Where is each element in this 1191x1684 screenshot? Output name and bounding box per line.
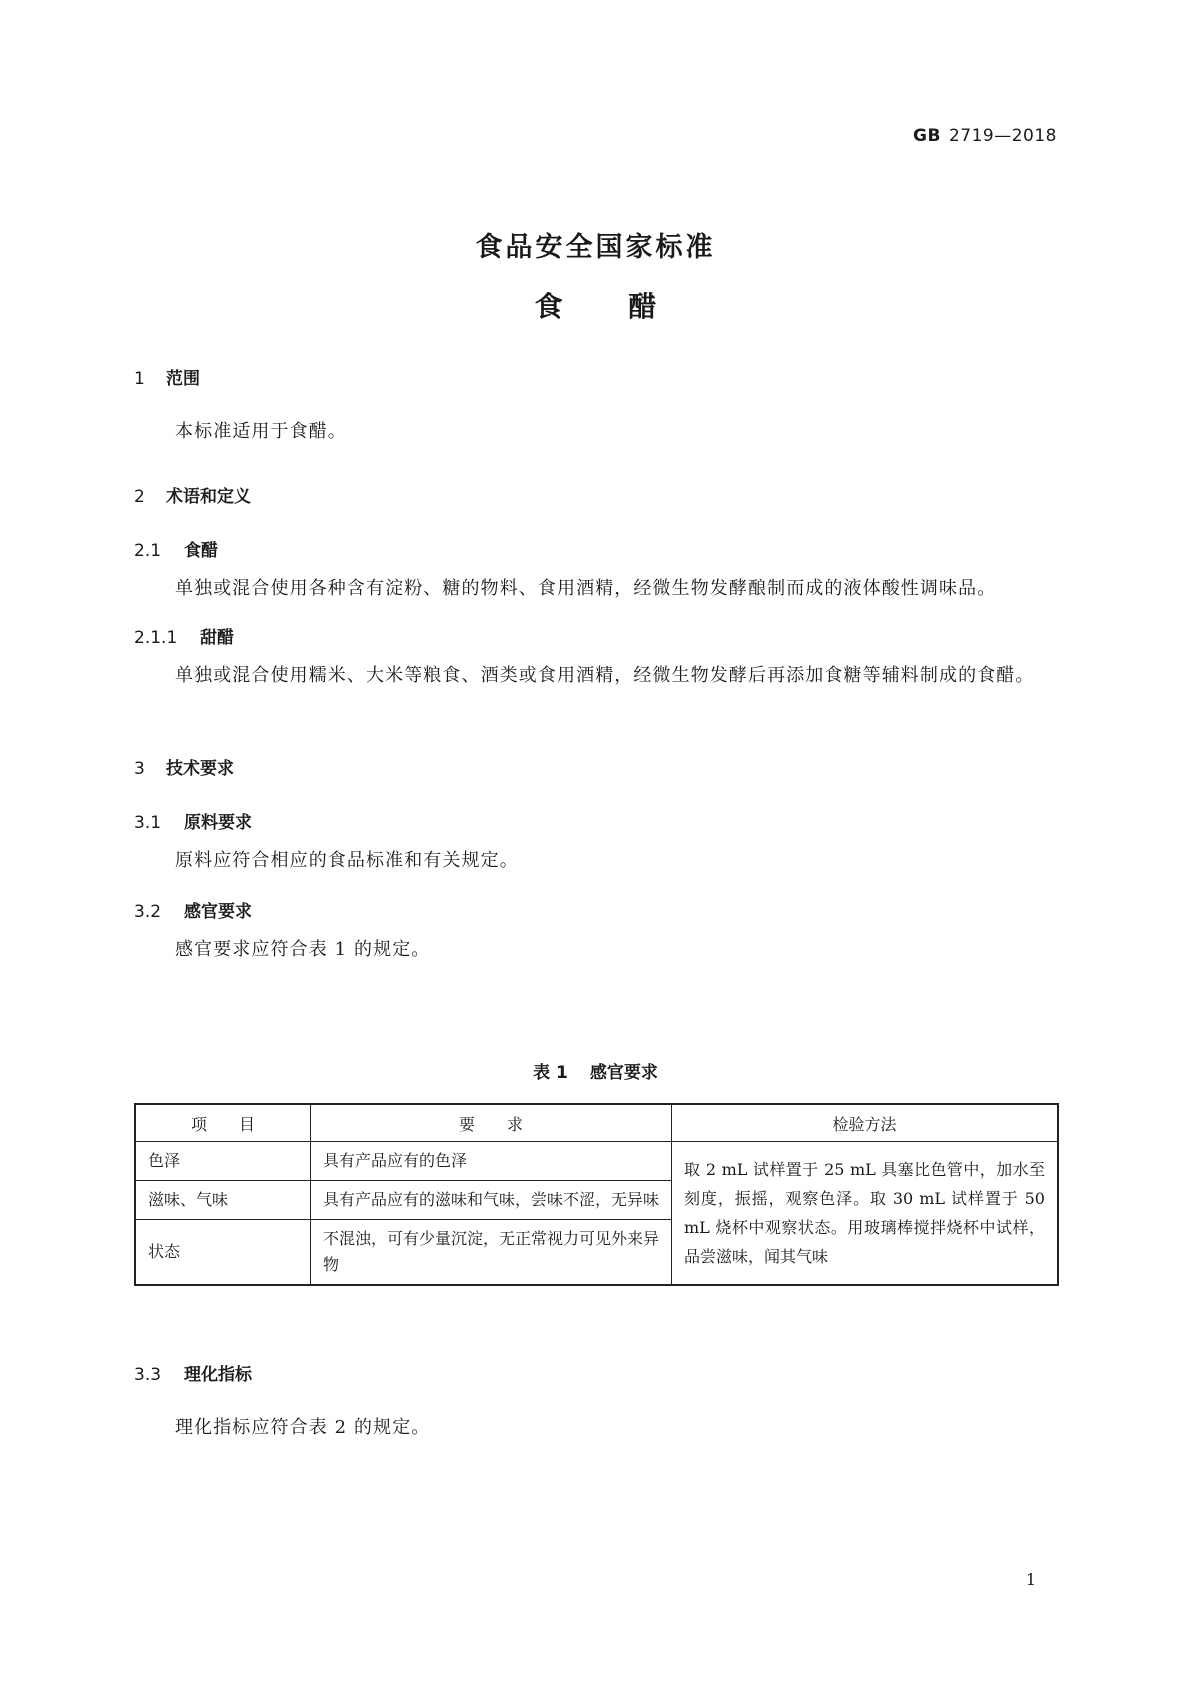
section-number: 3 [134,759,145,779]
section-title: 食醋 [184,541,218,561]
section-1-body: 本标准适用于食醋。 [175,421,347,442]
sensory-requirements-table [134,1103,1059,1286]
section-title: 术语和定义 [166,487,251,507]
section-number: 3.3 [134,1365,162,1385]
section-title: 感官要求 [184,902,252,922]
section-2-1-body: 单独或混合使用各种含有淀粉、糖的物料、食用酒精，经微生物发酵酿制而成的液体酸性调味品。 [175,578,997,599]
row-requirement: 具有产品应有的滋味和气味，尝味不涩，无异味 [311,1181,672,1220]
standard-number: 2719—2018 [948,126,1057,146]
test-method-cell: 取 2 mL 试样置于 25 mL 具塞比色管中，加水至刻度，振摇，观察色泽。取 30 mL 试样置于 50 mL 烧杯中观察状态。用玻璃棒搅拌烧杯中试样，品尝滋味，闻其气味 [672,1142,1059,1286]
table-1-caption [0,1058,1191,1083]
section-title: 原料要求 [184,813,252,833]
section-3-1-heading [134,808,252,833]
section-2-1-heading [134,536,218,561]
standard-code [913,126,1057,146]
section-2-heading [134,482,251,507]
header-item: 项 目 [135,1104,311,1142]
section-title: 理化指标 [184,1365,252,1385]
document-subtitle: 食 醋 [534,290,657,323]
section-3-1-body: 原料应符合相应的食品标准和有关规定。 [175,850,519,871]
section-3-2-body: 感官要求应符合表 1 的规定。 [175,939,431,960]
section-title: 甜醋 [200,628,234,648]
row-requirement: 不混浊，可有少量沉淀，无正常视力可见外来异物 [311,1220,672,1286]
standard-prefix: GB [913,126,941,146]
page-number: 1 [1025,1570,1036,1589]
section-number: 3.1 [134,813,162,833]
table-title: 感官要求 [589,1063,658,1083]
section-3-3-body: 理化指标应符合表 2 的规定。 [175,1417,431,1438]
section-3-heading [134,754,234,779]
section-number: 2 [134,487,145,507]
section-title: 技术要求 [166,759,234,779]
row-requirement: 具有产品应有的色泽 [311,1142,672,1181]
row-item: 状态 [135,1220,311,1286]
table-number: 表 1 [533,1063,568,1083]
section-2-1-1-body: 单独或混合使用糯米、大米等粮食、酒类或食用酒精，经微生物发酵后再添加食糖等辅料制成的食醋。 [175,665,1035,686]
table-row [135,1142,1058,1181]
document-title: 食品安全国家标准 [475,232,716,263]
table-header-row [135,1104,1058,1142]
section-2-1-1-heading [134,623,234,648]
section-1-heading [134,364,200,389]
section-3-3-heading [134,1360,252,1385]
section-number: 2.1.1 [134,628,178,648]
section-number: 2.1 [134,541,162,561]
section-number: 1 [134,369,145,389]
row-item: 色泽 [135,1142,311,1181]
header-requirement: 要 求 [311,1104,672,1142]
section-number: 3.2 [134,902,162,922]
section-title: 范围 [166,369,200,389]
header-method: 检验方法 [672,1104,1059,1142]
section-3-2-heading [134,897,252,922]
row-item: 滋味、气味 [135,1181,311,1220]
